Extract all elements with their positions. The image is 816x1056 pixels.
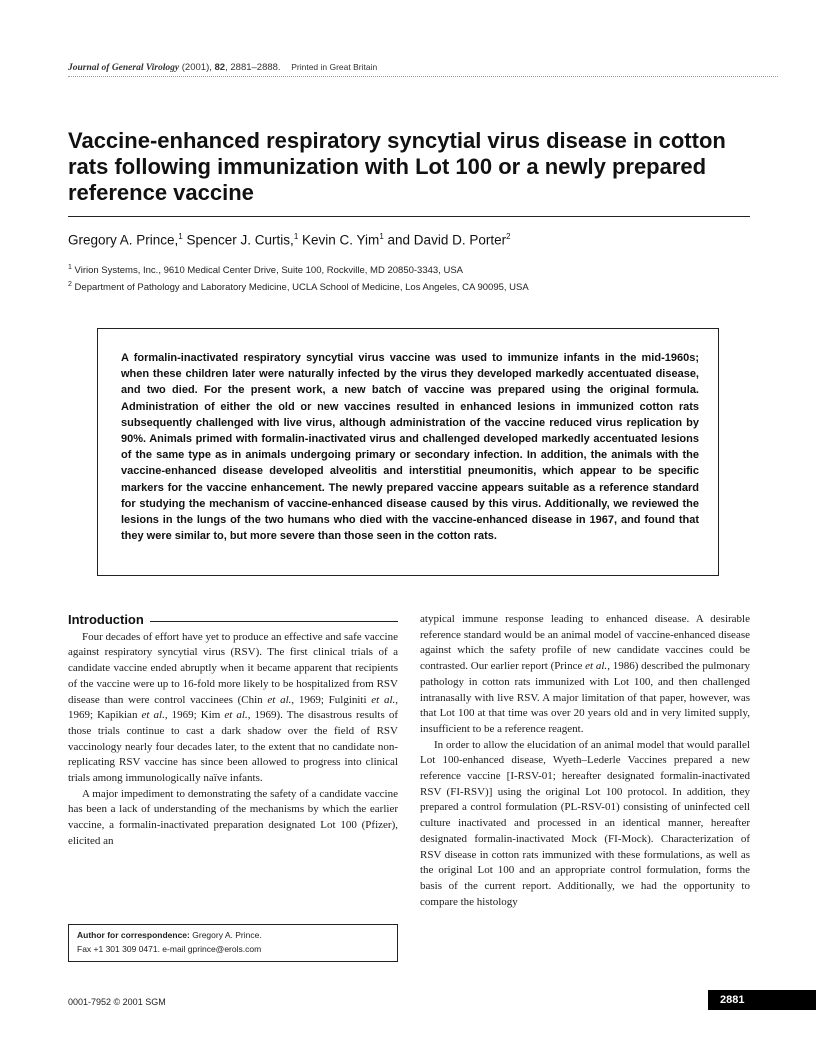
text-run: Four decades of effort have yet to produce an effective and safe vaccine against respiratory syncytial virus (RSV). The first clinical trials of a candidate vaccine ended abruptly when it became apparent that recipients of the vaccine were up to 16-fold more likely to be hospitalized from RSV disease than were control vaccinees (Chin <box>68 630 398 706</box>
author-list <box>68 232 768 248</box>
paragraph <box>68 630 398 787</box>
text-run: , 1969). The disastrous results of those trials continue to cast a dark shadow over the field of RSV vaccinology nearly four decades later, to the extent that no candidate non-replicating RSV vaccine has since been allowed to progress into clinical trials among immunologically naïve infants. <box>68 709 398 785</box>
heading-rule <box>150 621 398 622</box>
title-rule <box>68 216 750 217</box>
text-run: , 1969; Fulginiti <box>291 693 372 706</box>
affiliation-text: Department of Pathology and Laboratory Medicine, UCLA School of Medicine, Los Angeles, CA 90095, USA <box>74 282 529 294</box>
journal-name: Journal of General Virology <box>68 63 180 73</box>
text-run: et al. <box>371 693 396 706</box>
column-left <box>68 612 398 850</box>
section-heading-text: Introduction <box>68 612 144 627</box>
abstract-box <box>97 328 719 576</box>
author-name: and David D. Porter <box>387 232 507 248</box>
text-run: et al. <box>141 709 165 722</box>
author-affiliation: 1 <box>293 232 299 241</box>
text-run: et al. <box>224 709 248 722</box>
journal-volume: 82 <box>214 62 226 73</box>
article-title: Vaccine-enhanced respiratory syncytial virus disease in cotton rats following immunization with Lot 100 or a newly prepared reference vaccine <box>68 128 726 205</box>
paragraph: A major impediment to demonstrating the safety of a candidate vaccine has been a lack of understanding of the mechanisms by which the earlier vaccine, a formalin-inactivated preparation designated Lot 100 (Pfizer), elicited an <box>68 787 398 847</box>
author-name: Gregory A. Prince, <box>68 232 179 248</box>
footer-issn: 0001-7952 © 2001 SGM <box>68 997 166 1007</box>
journal-pages: , 2881–2888. <box>225 62 281 73</box>
affiliation-number: 1 <box>68 264 72 271</box>
author-affiliation: 2 <box>506 232 511 241</box>
affiliation-text: Virion Systems, Inc., 9610 Medical Center Drive, Suite 100, Rockville, MD 20850-3343, USA <box>74 265 463 277</box>
text-run: , 1969; Kim <box>164 709 225 722</box>
author-affiliation: 1 <box>379 232 384 241</box>
abstract-text: A formalin-inactivated respiratory syncytial virus vaccine was used to immunize infants in the mid-1960s; when these children later were naturally infected by the virus they developed markedly accentuated disease, and two died. For the present work, a new batch of vaccine was prepared using the original formula. Administration of either the old or new vaccines resulted in enhanced lesions in immunized cotton rats subsequently challenged with live virus, although administration of the vaccine reduced virus replication by 90%. Animals primed with formalin-inactivated virus and challenged developed markedly accentuated lesions of the same type as in animals undergoing primary or secondary infection. In addition, the animals with the vaccine-enhanced disease developed alveolitis and interstitial pneumonitis, which appear to be specific markers for the vaccine enhancement. The newly prepared vaccine appears suitable as a reference standard for studying the mechanism of vaccine-enhanced disease caused by this virus. Additionally, we reviewed the lesions in the lungs of the two humans who died with the vaccine-enhanced disease in 1967, and found that they were similar to, but more severe than those seen in the cotton rats. <box>121 352 699 543</box>
page-number: 2881 <box>708 990 816 1010</box>
affiliation-2 <box>68 281 768 293</box>
author-name: Spencer J. Curtis, <box>186 232 294 248</box>
text-run: , 1986) described the pulmonary pathology in cotton rats immunized with Lot 100, and then challenged intranasally with live RSV. A major limitation of that paper, however, was that Lot 100 at that time was over 20 years old and in very limited supply, insufficient to be a reference reagent. <box>420 660 751 735</box>
printed-note: Printed in Great Britain <box>291 62 378 72</box>
text-run: atypical immune response leading to enhanced disease. A desirable reference standard would be an animal model of vaccine-enhanced disease against which the safety profile of new candidate vaccines could be contrasted. Our earlier report (Prince <box>420 613 750 673</box>
correspondence-line <box>77 928 389 942</box>
correspondence-contact: Fax +1 301 309 0471. e-mail gprince@erols.com <box>77 944 262 954</box>
journal-year: (2001), <box>181 62 212 73</box>
correspondence-label: Author for correspondence: <box>77 930 190 940</box>
correspondence-box <box>68 924 398 962</box>
text-run: et al. <box>267 693 292 706</box>
running-header <box>68 62 778 77</box>
column-right <box>420 612 750 910</box>
correspondence-name: Gregory A. Prince. <box>192 930 262 940</box>
author-affiliation: 1 <box>178 232 183 241</box>
text-run: et al. <box>585 660 608 673</box>
section-heading-introduction <box>68 612 398 628</box>
text-run: , 1969; Kapikian <box>68 693 399 722</box>
paragraph: In order to allow the elucidation of an animal model that would parallel Lot 100-enhanced disease, Wyeth–Lederle Vaccines prepared a new reference vaccine [I-RSV-01; hereafter designated formalin-inactivated RSV (FI-RSV)] using the original Lot 100 protocol. In addition, they prepared a control formulation (PL-RSV-01) consisting of uninfected cell culture inactivated and processed in an identical manner, hereafter designated formalin-inactivated Mock (FI-Mock). Characterization of RSV disease in cotton rats immunized with these formulations, as well as the original Lot 100 and an appropriate control formulation, forms the basis of the current report. Additionally, we had the opportunity to compare the histology <box>420 738 750 908</box>
paragraph <box>420 612 750 738</box>
author-name: Kevin C. Yim <box>302 232 380 248</box>
affiliation-number: 2 <box>68 281 72 288</box>
affiliation-1 <box>68 264 768 276</box>
